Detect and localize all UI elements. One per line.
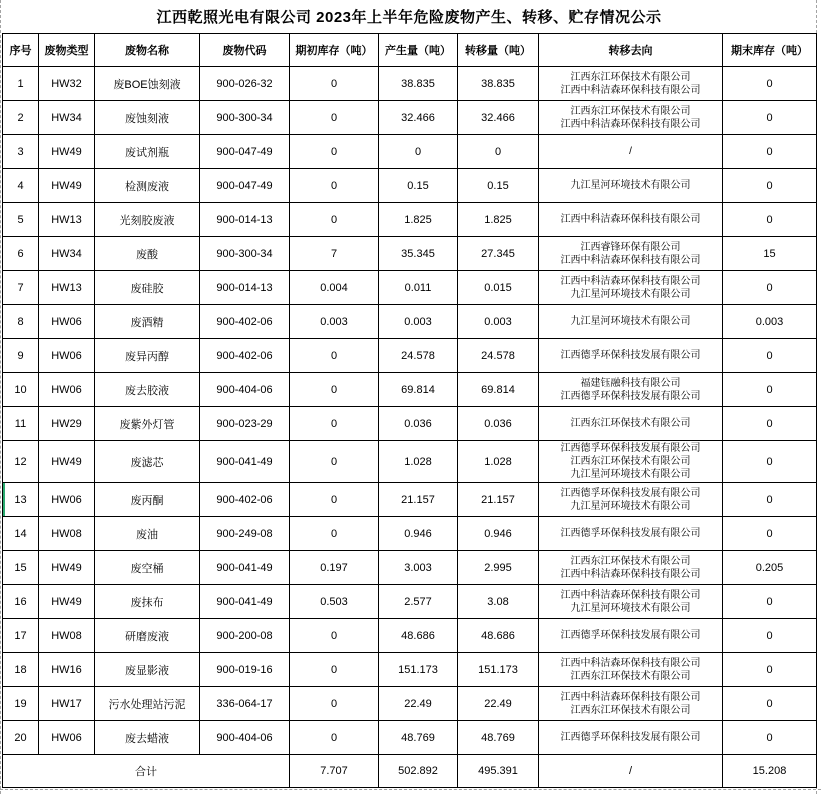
destination-company: 江西中科洁森环保科技有限公司: [560, 84, 701, 96]
cell-waste-name: 废异丙醇: [95, 339, 200, 373]
cell-produced: 32.466: [379, 101, 458, 135]
column-header: 废物名称: [95, 34, 200, 67]
table-row: [3, 339, 817, 373]
column-header: 转移量（吨）: [458, 34, 539, 67]
cell-seq: 3: [3, 135, 39, 169]
cell-waste-code: 900-300-34: [200, 237, 290, 271]
cell-initial-stock: 0: [290, 373, 379, 407]
table-row: [3, 721, 817, 755]
cell-produced: 21.157: [379, 483, 458, 517]
cell-waste-name: 废丙酮: [95, 483, 200, 517]
cell-initial-stock: 0.197: [290, 551, 379, 585]
cell-waste-name: 光刻胶废液: [95, 203, 200, 237]
cell-produced: 0.011: [379, 271, 458, 305]
cell-initial-stock: 0: [290, 407, 379, 441]
cell-waste-name: 废抹布: [95, 585, 200, 619]
cell-transferred: 1.028: [458, 441, 539, 483]
cell-final-stock: 0: [723, 441, 817, 483]
destination-company: 江西中科洁森环保科技有限公司: [560, 568, 701, 580]
table-row: [3, 237, 817, 271]
cell-waste-code: 900-041-49: [200, 551, 290, 585]
cell-produced: 0.946: [379, 517, 458, 551]
cell-waste-name: 废空桶: [95, 551, 200, 585]
cell-produced: 22.49: [379, 687, 458, 721]
cell-transferred: 27.345: [458, 237, 539, 271]
destination-company: 九江星河环境技术有限公司: [570, 469, 691, 480]
cell-seq: 12: [3, 441, 39, 483]
column-header: 期初库存（吨）: [290, 34, 379, 67]
cell-produced: 35.345: [379, 237, 458, 271]
waste-table: [2, 33, 817, 788]
cell-waste-name: 废去胶液: [95, 373, 200, 407]
cell-waste-code: 900-249-08: [200, 517, 290, 551]
cell-seq: 20: [3, 721, 39, 755]
cell-initial-stock: 0: [290, 517, 379, 551]
cell-transferred: 69.814: [458, 373, 539, 407]
cell-waste-code: 900-014-13: [200, 203, 290, 237]
table-row: [3, 687, 817, 721]
cell-waste-name: 废试剂瓶: [95, 135, 200, 169]
destination-company: 江西中科洁森环保科技有限公司: [560, 589, 701, 601]
cell-transferred: 22.49: [458, 687, 539, 721]
cell-waste-type: HW49: [39, 551, 95, 585]
cell-waste-type: HW34: [39, 237, 95, 271]
cell-seq: 19: [3, 687, 39, 721]
column-header: 期末库存（吨）: [723, 34, 817, 67]
table-row: [3, 585, 817, 619]
cell-waste-type: HW08: [39, 517, 95, 551]
cell-waste-code: 900-402-06: [200, 339, 290, 373]
cell-waste-code: 900-404-06: [200, 373, 290, 407]
cell-waste-name: 废去蜡液: [95, 721, 200, 755]
cell-transferred: 0.15: [458, 169, 539, 203]
cell-waste-name: 污水处理站污泥: [95, 687, 200, 721]
destination-company: 江西东江环保技术有限公司: [570, 456, 691, 467]
cell-waste-type: HW29: [39, 407, 95, 441]
cell-transferred: 1.825: [458, 203, 539, 237]
cell-initial-stock: 0: [290, 687, 379, 721]
cell-waste-code: 336-064-17: [200, 687, 290, 721]
page-break-line-left: [0, 0, 1, 794]
cell-transferred: 24.578: [458, 339, 539, 373]
cell-waste-name: 废酸: [95, 237, 200, 271]
cell-transferred: 0.015: [458, 271, 539, 305]
cell-transferred: 151.173: [458, 653, 539, 687]
destination-company: 江西东江环保技术有限公司: [570, 105, 691, 117]
destination-company: 九江星河环境技术有限公司: [570, 288, 691, 300]
cell-waste-name: 废滤芯: [95, 441, 200, 483]
cell-seq: 7: [3, 271, 39, 305]
cell-seq: 11: [3, 407, 39, 441]
destination-company: 九江星河环境技术有限公司: [570, 316, 691, 327]
destination-company: /: [629, 146, 632, 157]
cell-waste-type: HW06: [39, 721, 95, 755]
table-row: [3, 135, 817, 169]
cell-waste-name: 废紫外灯管: [95, 407, 200, 441]
cell-waste-code: 900-047-49: [200, 135, 290, 169]
cell-waste-type: HW13: [39, 271, 95, 305]
cell-waste-name: 研磨废液: [95, 619, 200, 653]
destination-company: 江西中科洁森环保科技有限公司: [560, 691, 701, 703]
cell-produced: 0.15: [379, 169, 458, 203]
column-header: 序号: [3, 34, 39, 67]
table-row: [3, 653, 817, 687]
cell-destinations: [539, 373, 723, 407]
cell-final-stock: 0: [723, 687, 817, 721]
cell-transferred: 48.769: [458, 721, 539, 755]
cell-transferred: 0: [458, 135, 539, 169]
cell-waste-name: 废硅胶: [95, 271, 200, 305]
cell-final-stock: 0: [723, 67, 817, 101]
cell-destinations: [539, 619, 723, 653]
cell-waste-type: HW06: [39, 339, 95, 373]
cell-final-stock: 0: [723, 407, 817, 441]
cell-transferred: 3.08: [458, 585, 539, 619]
table-row: [3, 101, 817, 135]
cell-initial-stock: 0: [290, 483, 379, 517]
cell-transferred: 48.686: [458, 619, 539, 653]
cell-produced: 0: [379, 135, 458, 169]
cell-final-stock: 0: [723, 517, 817, 551]
cell-seq: 9: [3, 339, 39, 373]
cell-seq: 14: [3, 517, 39, 551]
cell-seq: 18: [3, 653, 39, 687]
cell-produced: 38.835: [379, 67, 458, 101]
cell-final-stock: 0: [723, 483, 817, 517]
cell-final-stock: 0: [723, 373, 817, 407]
cell-waste-type: HW49: [39, 585, 95, 619]
cell-final-stock: 0: [723, 271, 817, 305]
table-row: [3, 169, 817, 203]
cell-waste-type: HW49: [39, 441, 95, 483]
cell-waste-name: 废蚀刻液: [95, 101, 200, 135]
table-row: [3, 67, 817, 101]
cell-seq: 4: [3, 169, 39, 203]
cell-waste-type: HW17: [39, 687, 95, 721]
destination-company: 九江星河环境技术有限公司: [570, 500, 691, 512]
cell-initial-stock: 0: [290, 101, 379, 135]
cell-waste-name: 废酒精: [95, 305, 200, 339]
cell-waste-name: 废BOE蚀刻液: [95, 67, 200, 101]
cell-transferred: 38.835: [458, 67, 539, 101]
cell-waste-code: 900-023-29: [200, 407, 290, 441]
cell-seq: 16: [3, 585, 39, 619]
cell-seq: 17: [3, 619, 39, 653]
cell-waste-type: HW06: [39, 305, 95, 339]
cell-seq: 8: [3, 305, 39, 339]
cell-initial-stock: 0: [290, 67, 379, 101]
cell-final-stock: 0: [723, 135, 817, 169]
cell-final-stock: 0.205: [723, 551, 817, 585]
cell-produced: 3.003: [379, 551, 458, 585]
cell-waste-code: 900-404-06: [200, 721, 290, 755]
table-row: [3, 407, 817, 441]
cell-final-stock: 0: [723, 619, 817, 653]
cell-destinations: [539, 67, 723, 101]
cell-waste-type: HW13: [39, 203, 95, 237]
cell-final-stock: 15: [723, 237, 817, 271]
cell-destinations: [539, 551, 723, 585]
total-transferred: 495.391: [458, 755, 539, 788]
table-body: [3, 67, 817, 788]
cell-produced: 0.003: [379, 305, 458, 339]
cell-waste-type: HW16: [39, 653, 95, 687]
cell-destinations: [539, 339, 723, 373]
cell-seq: 13: [3, 483, 39, 517]
cell-waste-code: 900-300-34: [200, 101, 290, 135]
total-final-stock: 15.208: [723, 755, 817, 788]
destination-company: 江西东江环保技术有限公司: [570, 71, 691, 83]
destination-company: 江西德孚环保科技发展有限公司: [560, 732, 701, 743]
cell-waste-code: 900-402-06: [200, 483, 290, 517]
cell-produced: 1.825: [379, 203, 458, 237]
cell-waste-type: HW49: [39, 169, 95, 203]
cell-destinations: [539, 101, 723, 135]
cell-destinations: [539, 441, 723, 483]
cell-destinations: [539, 483, 723, 517]
destination-company: 九江星河环境技术有限公司: [570, 602, 691, 614]
cell-waste-type: HW49: [39, 135, 95, 169]
cell-seq: 6: [3, 237, 39, 271]
cell-produced: 0.036: [379, 407, 458, 441]
cell-initial-stock: 0.003: [290, 305, 379, 339]
cell-waste-code: 900-041-49: [200, 585, 290, 619]
cell-waste-code: 900-047-49: [200, 169, 290, 203]
cell-seq: 10: [3, 373, 39, 407]
cell-destinations: [539, 305, 723, 339]
destination-company: 江西中科洁森环保科技有限公司: [560, 254, 701, 266]
cell-transferred: 0.036: [458, 407, 539, 441]
total-row: [3, 755, 817, 788]
total-initial-stock: 7.707: [290, 755, 379, 788]
cell-final-stock: 0: [723, 203, 817, 237]
destination-company: 江西东江环保技术有限公司: [570, 670, 691, 682]
destination-company: 江西中科洁森环保科技有限公司: [560, 275, 701, 287]
cell-waste-type: HW32: [39, 67, 95, 101]
cell-destinations: [539, 517, 723, 551]
cell-initial-stock: 0.004: [290, 271, 379, 305]
cell-initial-stock: 0: [290, 441, 379, 483]
cell-destinations: [539, 687, 723, 721]
cell-waste-code: 900-019-16: [200, 653, 290, 687]
cell-produced: 69.814: [379, 373, 458, 407]
cell-seq: 5: [3, 203, 39, 237]
cell-waste-type: HW34: [39, 101, 95, 135]
cell-transferred: 21.157: [458, 483, 539, 517]
cell-initial-stock: 0: [290, 203, 379, 237]
cell-seq: 2: [3, 101, 39, 135]
cell-destinations: [539, 653, 723, 687]
destination-company: 江西德孚环保科技发展有限公司: [560, 390, 701, 402]
column-header: 废物类型: [39, 34, 95, 67]
cell-destinations: [539, 721, 723, 755]
table-row: [3, 483, 817, 517]
cell-final-stock: 0: [723, 721, 817, 755]
cell-waste-type: HW08: [39, 619, 95, 653]
cell-produced: 1.028: [379, 441, 458, 483]
cell-produced: 48.686: [379, 619, 458, 653]
cell-final-stock: 0: [723, 653, 817, 687]
total-label: 合计: [3, 755, 290, 788]
cell-waste-code: 900-014-13: [200, 271, 290, 305]
cell-waste-type: HW06: [39, 483, 95, 517]
destination-company: 江西东江环保技术有限公司: [570, 704, 691, 716]
cell-destinations: [539, 407, 723, 441]
cell-waste-code: 900-402-06: [200, 305, 290, 339]
cell-waste-code: 900-200-08: [200, 619, 290, 653]
cell-waste-code: 900-026-32: [200, 67, 290, 101]
table-row: [3, 271, 817, 305]
cell-destinations: [539, 237, 723, 271]
column-header: 转移去向: [539, 34, 723, 67]
destination-company: 江西德孚环保科技发展有限公司: [560, 350, 701, 361]
cell-initial-stock: 0: [290, 653, 379, 687]
table-row: [3, 203, 817, 237]
cell-produced: 48.769: [379, 721, 458, 755]
cell-final-stock: 0: [723, 169, 817, 203]
destination-company: 江西东江环保技术有限公司: [570, 555, 691, 567]
cell-seq: 1: [3, 67, 39, 101]
table-row: [3, 305, 817, 339]
table-row: [3, 373, 817, 407]
cell-produced: 151.173: [379, 653, 458, 687]
cell-transferred: 2.995: [458, 551, 539, 585]
destination-company: 江西中科洁森环保科技有限公司: [560, 214, 701, 225]
column-header: 产生量（吨）: [379, 34, 458, 67]
destination-company: 江西中科洁森环保科技有限公司: [560, 657, 701, 669]
cell-initial-stock: 7: [290, 237, 379, 271]
cell-final-stock: 0: [723, 339, 817, 373]
cell-initial-stock: 0: [290, 135, 379, 169]
destination-company: 江西中科洁森环保科技有限公司: [560, 118, 701, 130]
cell-destinations: [539, 135, 723, 169]
table-row: [3, 619, 817, 653]
cell-transferred: 0.003: [458, 305, 539, 339]
cell-final-stock: 0: [723, 585, 817, 619]
table-row: [3, 441, 817, 483]
cell-transferred: 32.466: [458, 101, 539, 135]
destination-company: 江西德孚环保科技发展有限公司: [560, 630, 701, 641]
cell-transferred: 0.946: [458, 517, 539, 551]
page-title: 江西乾照光电有限公司 2023年上半年危险废物产生、转移、贮存情况公示: [156, 9, 662, 26]
column-header: 废物代码: [200, 34, 290, 67]
total-produced: 502.892: [379, 755, 458, 788]
total-destination: /: [539, 755, 723, 788]
cell-destinations: [539, 203, 723, 237]
cell-waste-name: 废油: [95, 517, 200, 551]
table-row: [3, 551, 817, 585]
page-break-line-bottom: [0, 789, 821, 790]
cell-final-stock: 0.003: [723, 305, 817, 339]
cell-waste-type: HW06: [39, 373, 95, 407]
cell-initial-stock: 0: [290, 619, 379, 653]
destination-company: 福建钰融科技有限公司: [580, 377, 681, 389]
table-area: [2, 2, 816, 788]
table-row: [3, 517, 817, 551]
destination-company: 九江星河环境技术有限公司: [570, 180, 691, 191]
cell-initial-stock: 0: [290, 339, 379, 373]
cell-waste-name: 废显影液: [95, 653, 200, 687]
cell-destinations: [539, 585, 723, 619]
destination-company: 江西德孚环保科技发展有限公司: [560, 528, 701, 539]
cell-produced: 24.578: [379, 339, 458, 373]
cell-final-stock: 0: [723, 101, 817, 135]
destination-company: 江西德孚环保科技发展有限公司: [560, 443, 701, 454]
cell-waste-name: 检测废液: [95, 169, 200, 203]
cell-waste-code: 900-041-49: [200, 441, 290, 483]
cell-initial-stock: 0: [290, 721, 379, 755]
cell-initial-stock: 0: [290, 169, 379, 203]
destination-company: 江西德孚环保科技发展有限公司: [560, 487, 701, 499]
header-row: [3, 34, 817, 67]
destination-company: 江西东江环保技术有限公司: [570, 418, 691, 429]
cell-produced: 2.577: [379, 585, 458, 619]
cell-initial-stock: 0.503: [290, 585, 379, 619]
cell-destinations: [539, 169, 723, 203]
destination-company: 江西睿锋环保有限公司: [580, 241, 681, 253]
cell-destinations: [539, 271, 723, 305]
cell-seq: 15: [3, 551, 39, 585]
